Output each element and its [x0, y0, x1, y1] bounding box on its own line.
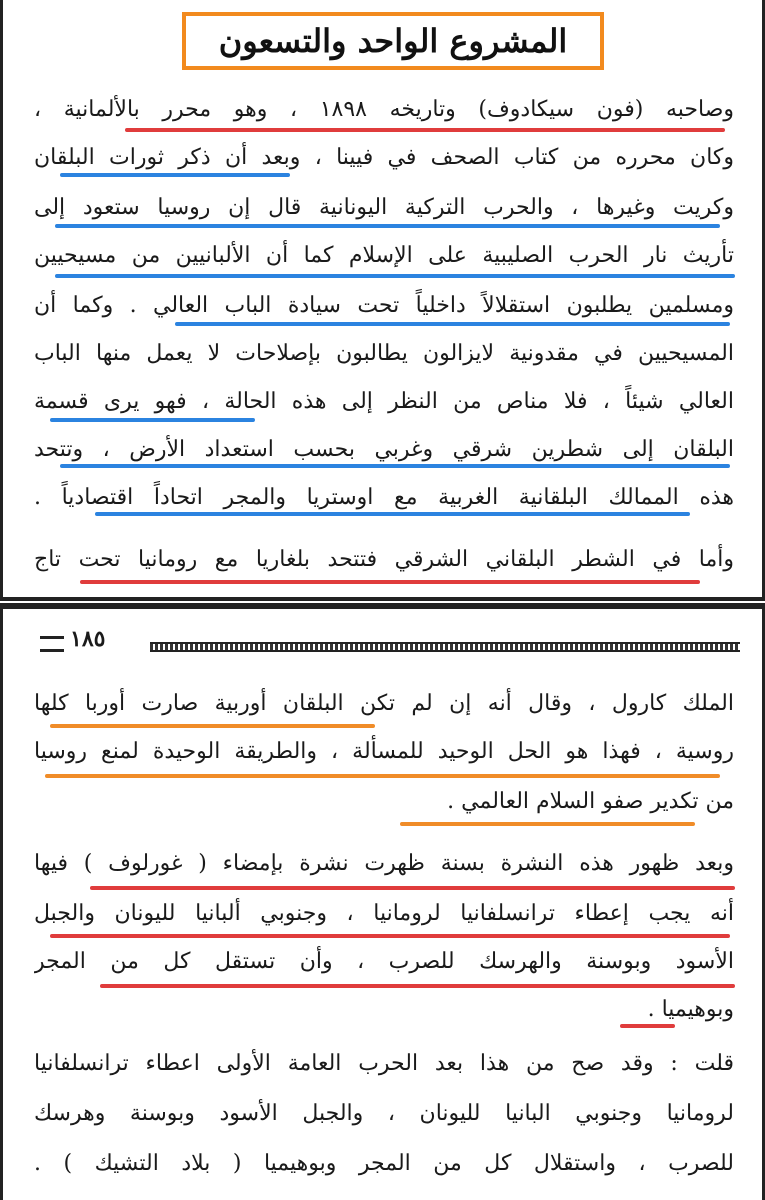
- text-line: وبعد ظهور هذه النشرة بسنة ظهرت نشرة بإمضاء ( غورلوف ) فيها: [34, 851, 734, 876]
- underline-red: [100, 984, 735, 988]
- underline-orange: [400, 822, 695, 826]
- underline-orange: [45, 774, 720, 778]
- text-line: وكريت وغيرها ، والحرب التركية اليونانية قال إن روسيا ستعود إلى: [34, 195, 734, 220]
- text-line: من تكدير صفو السلام العالمي .: [447, 789, 734, 814]
- underline-red: [50, 934, 730, 938]
- text-line: وكان محرره من كتاب الصحف في فيينا ، وبعد أن ذكر ثورات البلقان: [34, 145, 734, 170]
- text-line: تأريث نار الحرب الصليبية على الإسلام كما أن الألبانيين من مسيحيين: [34, 243, 734, 268]
- text-line: لرومانيا وجنوبي البانيا لليونان ، والجبل الأسود وبوسنة وهرسك: [34, 1101, 734, 1126]
- text-line: أنه يجب إعطاء ترانسلفانيا لرومانيا ، وجنوبي ألبانيا لليونان والجبل: [34, 901, 734, 926]
- page-title: المشروع الواحد والتسعون: [218, 22, 568, 60]
- underline-blue: [50, 418, 255, 422]
- text-line: وصاحبه (فون سيكادوف) وتاريخه ١٨٩٨ ، وهو محرر بالألمانية ،: [34, 97, 734, 122]
- page-divider: [0, 598, 765, 606]
- text-line: قلت : وقد صح من هذا بعد الحرب العامة الأولى اعطاء ترانسلفانيا: [34, 1051, 734, 1076]
- text-line: البلقان إلى شطرين شرقي وغربي بحسب استعداد الأرض ، وتتحد: [34, 437, 734, 462]
- text-line: ومسلمين يطلبون استقلالاً داخلياً تحت سيادة الباب العالي . وكما أن: [34, 293, 734, 318]
- underline-red: [620, 1024, 675, 1028]
- underline-blue: [60, 173, 290, 177]
- page-header: [40, 626, 740, 662]
- text-line: الأسود وبوسنة والهرسك للصرب ، وأن تستقل كل من المجر: [34, 949, 734, 974]
- text-line: الملك كارول ، وقال أنه إن لم تكن البلقان أوربية صارت أوربا كلها: [34, 691, 734, 716]
- page-number: ١٨٥: [70, 626, 106, 652]
- text-line: وبوهيميا .: [647, 997, 734, 1022]
- text-line: هذه الممالك البلقانية الغربية مع اوستريا والمجر اتحاداً اقتصادياً .: [34, 485, 734, 510]
- text-line: العالي شيئاً ، فلا مناص من النظر إلى هذه الحالة ، فهو يرى قسمة: [34, 389, 734, 414]
- underline-orange: [50, 724, 375, 728]
- text-line: للصرب ، واستقلال كل من المجر وبوهيميا ( بلاد التشيك ) .: [34, 1151, 734, 1176]
- text-line: روسية ، فهذا هو الحل الوحيد للمسألة ، والطريقة الوحيدة لمنع روسيا: [34, 739, 734, 764]
- underline-blue: [55, 274, 735, 278]
- underline-blue: [95, 512, 690, 516]
- underline-red: [90, 886, 735, 890]
- title-box: [182, 12, 604, 70]
- underline-blue: [55, 224, 720, 228]
- text-line: المسيحيين في مقدونية لايزالون يطالبون بإصلاحات لا يعمل منها الباب: [34, 341, 734, 366]
- underline-red: [125, 128, 725, 132]
- underline-blue: [60, 464, 730, 468]
- header-rule: [150, 642, 740, 652]
- header-ornament: [40, 636, 64, 652]
- underline-red: [80, 580, 700, 584]
- underline-blue: [175, 322, 730, 326]
- text-line: وأما في الشطر البلقاني الشرقي فتتحد بلغاريا مع رومانيا تحت تاج: [34, 547, 734, 572]
